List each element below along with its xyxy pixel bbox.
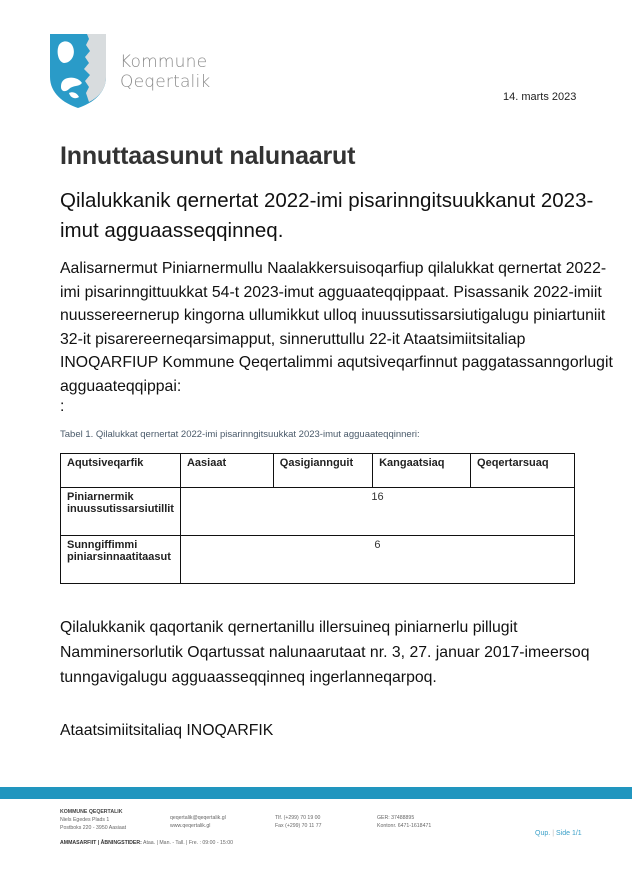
allocation-table xyxy=(60,453,575,584)
footer-phone: Tlf. (+299) 70 19 00 xyxy=(275,815,321,821)
page-separator: | xyxy=(552,830,555,837)
body-paragraph: Aalisarnermut Piniarnermullu Naalakkersuisoqarfiup qilalukkat qernertat 2022-imi pisarinngittuukkat 54-t 2023-imut agguaateqqippaat. Pisassanik 2022-imiit nuussereernerup kingorna ullumikkut ulloq inuussutissarsiutigalugu piniartuniit 32-it pisarereerneqarsimapput, sinneruttullu 22-it Ataatsimiitsitaliap INOQARFIUP Kommune Qeqertalimmi aqutsiveqarfinnut paggatassanngorlugit agguaateqqippai: xyxy=(60,260,613,395)
regulation-paragraph: Qilalukkanik qaqortanik qernertanillu illersuineq piniarnerlu pillugit Namminersorlutik Oqartussat nalunaarutaat nr. 3, 27. januar 2017-imeersoq tunngavigalugu agguaasseqqinneq ingerlanneqarpoq. xyxy=(60,619,590,686)
table-header-cell: Qasigiannguit xyxy=(273,454,372,488)
footer-registry-block xyxy=(377,814,431,830)
footer-fax: Fax (+299) 70 11 77 xyxy=(275,823,322,829)
table-header-cell: Kangaatsiaq xyxy=(373,454,471,488)
table-header-cell: Qeqertarsuaq xyxy=(471,454,575,488)
footer-hours-label: AMMASARFIIT | ÅBNINGSTIDER: xyxy=(60,840,142,846)
municipality-name xyxy=(120,52,210,92)
row-label: Piniarnermik inuussutissarsiutillit xyxy=(61,488,181,536)
signature: Ataatsimiitsitaliaq INOQARFIK xyxy=(60,722,274,739)
colon-line: : xyxy=(60,398,65,415)
document-subtitle: Qilalukkanik qernertat 2022-imi pisarinngitsuukkanut 2023-imut agguaasseqqinneq. xyxy=(60,189,594,242)
table-row xyxy=(61,536,575,584)
footer-address-2: Postboks 220 - 3950 Aasiaat xyxy=(60,825,127,831)
document-date: 14. marts 2023 xyxy=(503,91,577,103)
footer-address-1: Niels Egedes Plads 1 xyxy=(60,817,110,823)
logo-line-1: Kommune xyxy=(120,52,208,72)
page-number xyxy=(535,830,582,837)
footer-hours-value: Ataa. | Man. - Tall. | Fre. : 09:00 - 15:00 xyxy=(143,840,233,846)
municipality-crest-logo xyxy=(49,33,107,109)
footer-org-name: KOMMUNE QEQERTALIK xyxy=(60,809,123,815)
document-title: Innuttaasunut nalunaarut xyxy=(60,142,356,170)
table-header-cell: Aqutsiveqarfik xyxy=(61,454,181,488)
footer-email[interactable]: qeqertalik@qeqertalik.gl xyxy=(170,815,226,821)
page-side: Side 1/1 xyxy=(556,830,582,837)
footer-website[interactable]: www.qeqertalik.gl xyxy=(170,823,211,829)
footer-opening-hours xyxy=(60,839,233,847)
footer-ger: GER: 37488895 xyxy=(377,815,415,821)
row-value: 16 xyxy=(180,488,574,536)
footer-account: Kontonr. 6471-1618471 xyxy=(377,823,432,829)
table-header-row xyxy=(61,454,575,488)
footer-org-block xyxy=(60,808,126,832)
table-caption: Tabel 1. Qilalukkat qernertat 2022-imi pisarinngitsuukkat 2023-imut agguaateqqinneri: xyxy=(60,429,420,440)
footer-phone-block xyxy=(275,814,321,830)
table-row xyxy=(61,488,575,536)
table-header-cell: Aasiaat xyxy=(180,454,273,488)
logo-line-2: Qeqertalik xyxy=(120,72,211,92)
row-label: Sunngiffimmi piniarsinnaatitaasut xyxy=(61,536,181,584)
footer-accent-band xyxy=(0,787,632,799)
page-label: Qup. xyxy=(535,830,551,837)
footer-contact-block xyxy=(170,814,226,830)
row-value: 6 xyxy=(180,536,574,584)
